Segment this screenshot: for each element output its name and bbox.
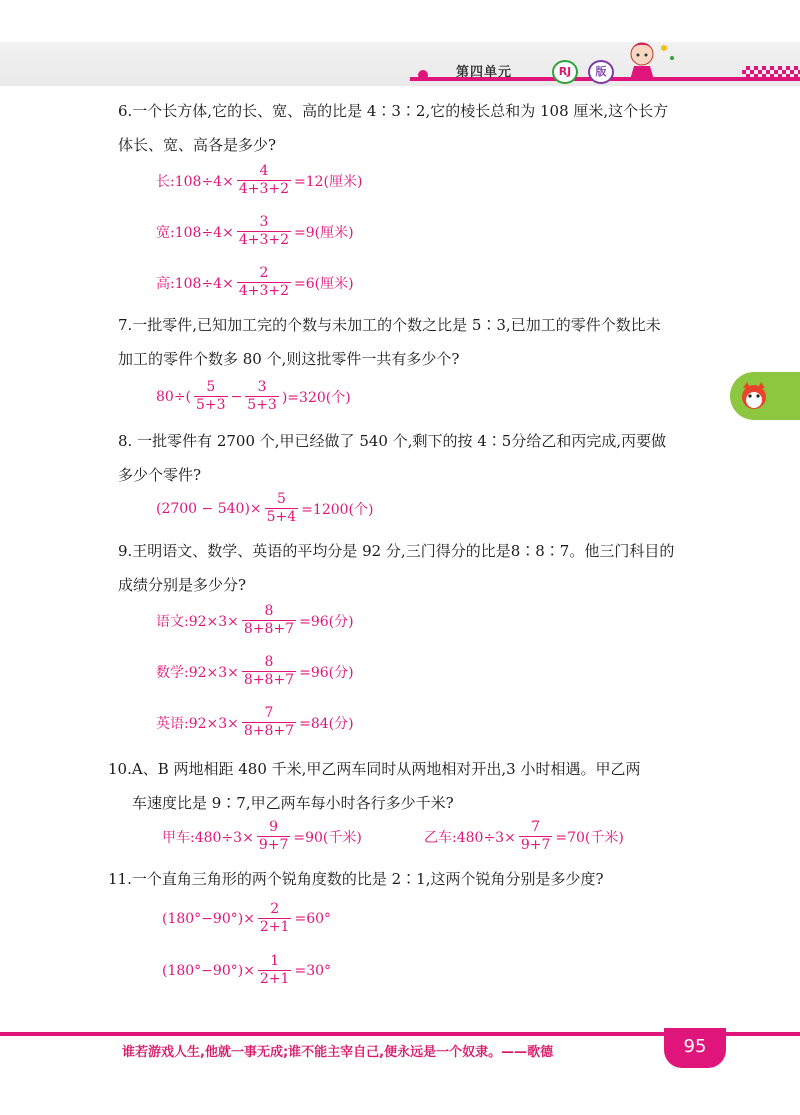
fraction bbox=[257, 820, 291, 854]
numerator: 8 bbox=[264, 654, 274, 670]
denominator: 2+1 bbox=[259, 919, 290, 936]
question-text: 成绩分别是多少分? bbox=[118, 576, 247, 594]
footer-quote: 谁若游戏人生,他就一事无成;谁不能主宰自己,便永远是一个奴隶。——歌德 bbox=[122, 1045, 554, 1060]
answer-text: 高:108÷4× bbox=[156, 275, 234, 292]
answer-text: =96(分) bbox=[299, 664, 354, 681]
answer-text: =30° bbox=[294, 962, 332, 979]
rj-badge: RJ bbox=[552, 60, 578, 84]
numerator: 7 bbox=[531, 819, 541, 835]
denominator: 5+3 bbox=[196, 397, 226, 414]
answer-text: 宽:108÷4× bbox=[156, 224, 234, 241]
question-text: 6.一个长方体,它的长、宽、高的比是 4∶3∶2,它的棱长总和为 108 厘米,这个长方 bbox=[118, 102, 669, 120]
fraction bbox=[258, 954, 292, 988]
answer-9-chinese bbox=[156, 604, 354, 638]
question-text: 加工的零件个数多 80 个,则这批零件一共有多少个? bbox=[118, 350, 460, 368]
fraction bbox=[237, 164, 291, 198]
question-6 bbox=[118, 94, 738, 162]
numerator: 3 bbox=[259, 214, 269, 230]
fraction bbox=[242, 706, 296, 740]
answer-7 bbox=[156, 380, 351, 414]
fraction bbox=[258, 902, 292, 936]
numerator: 8 bbox=[264, 603, 274, 619]
answer-6-height bbox=[156, 266, 354, 300]
answer-11-angle-2 bbox=[162, 954, 331, 988]
answer-text: )=320(个) bbox=[281, 389, 351, 406]
numerator: 2 bbox=[270, 901, 280, 917]
answer-9-english bbox=[156, 706, 354, 740]
numerator: 4 bbox=[259, 163, 269, 179]
side-tab bbox=[730, 372, 800, 420]
answer-11-angle-1 bbox=[162, 902, 331, 936]
denominator: 9+7 bbox=[520, 837, 551, 854]
answer-text: =60° bbox=[294, 910, 332, 927]
denominator: 2+1 bbox=[259, 971, 290, 988]
unit-title: 第四单元 bbox=[456, 65, 513, 80]
question-text: 7.一批零件,已知加工完的个数与未加工的个数之比是 5∶3,已加工的零件个数比未 bbox=[118, 316, 661, 334]
question-11 bbox=[108, 862, 728, 896]
numerator: 5 bbox=[206, 379, 216, 395]
denominator: 5+4 bbox=[266, 509, 297, 526]
answer-text: 语文:92×3× bbox=[156, 613, 239, 630]
answer-text: =9(厘米) bbox=[294, 224, 354, 241]
answer-text: 英语:92×3× bbox=[156, 715, 239, 732]
fraction bbox=[242, 655, 296, 689]
question-text: 10.A、B 两地相距 480 千米,甲乙两车同时从两地相对开出,3 小时相遇。甲乙两 bbox=[108, 760, 641, 778]
answer-text: − bbox=[230, 388, 243, 405]
question-text: 11.一个直角三角形的两个锐角度数的比是 2∶1,这两个锐角分别是多少度? bbox=[108, 870, 604, 888]
denominator: 4+3+2 bbox=[238, 283, 289, 300]
fraction bbox=[194, 380, 228, 414]
question-text: 多少个零件? bbox=[118, 466, 202, 484]
question-text: 8. 一批零件有 2700 个,甲已经做了 540 个,剩下的按 4∶5分给乙和丙完成,丙要做 bbox=[118, 432, 667, 450]
numerator: 2 bbox=[259, 265, 269, 281]
denominator: 4+3+2 bbox=[238, 181, 289, 198]
answer-text: (180°−90°)× bbox=[162, 910, 255, 927]
denominator: 9+7 bbox=[258, 837, 289, 854]
answer-text: =12(厘米) bbox=[294, 173, 363, 190]
answer-6-length bbox=[156, 164, 362, 198]
answer-text: (2700 − 540)× bbox=[156, 500, 262, 517]
fraction bbox=[265, 492, 299, 526]
question-text: 9.王明语文、数学、英语的平均分是 92 分,三门得分的比是8∶8∶7。他三门科目的 bbox=[118, 542, 675, 560]
answer-text: 长:108÷4× bbox=[156, 173, 234, 190]
header-checker-pattern bbox=[742, 66, 800, 78]
denominator: 8+8+7 bbox=[243, 672, 295, 689]
numerator: 5 bbox=[276, 491, 286, 507]
answer-text: =96(分) bbox=[299, 613, 354, 630]
answer-text: =84(分) bbox=[299, 715, 354, 732]
answer-10-car-a bbox=[162, 820, 362, 854]
fox-face-icon bbox=[738, 380, 770, 412]
answer-text: 乙车:480÷3× bbox=[424, 829, 516, 846]
fraction bbox=[237, 266, 291, 300]
answer-8 bbox=[156, 492, 373, 526]
fraction bbox=[237, 215, 291, 249]
answer-text: =90(千米) bbox=[293, 829, 362, 846]
answer-6-width bbox=[156, 215, 354, 249]
numerator: 3 bbox=[257, 379, 267, 395]
numerator: 9 bbox=[269, 819, 279, 835]
question-8 bbox=[118, 424, 738, 492]
question-9 bbox=[118, 534, 738, 602]
denominator: 4+3+2 bbox=[238, 232, 289, 249]
fraction bbox=[242, 604, 296, 638]
denominator: 8+8+7 bbox=[243, 723, 295, 740]
answer-text: 数学:92×3× bbox=[156, 664, 239, 681]
answer-text: 80÷( bbox=[156, 388, 192, 405]
page-number: 95 bbox=[683, 1036, 707, 1057]
answer-text: =6(厘米) bbox=[294, 275, 354, 292]
answer-text: =1200(个) bbox=[301, 501, 374, 518]
question-7 bbox=[118, 308, 738, 376]
fraction bbox=[519, 820, 553, 854]
numerator: 1 bbox=[270, 953, 280, 969]
answer-text: 甲车:480÷3× bbox=[162, 829, 254, 846]
answer-text: (180°−90°)× bbox=[162, 962, 255, 979]
answer-9-math bbox=[156, 655, 354, 689]
question-text: 车速度比是 9∶7,甲乙两车每小时各行多少千米? bbox=[132, 794, 454, 812]
numerator: 7 bbox=[264, 705, 274, 721]
answer-10-car-b bbox=[424, 820, 624, 854]
question-10 bbox=[108, 752, 728, 820]
denominator: 8+8+7 bbox=[243, 621, 295, 638]
fraction bbox=[245, 380, 279, 414]
question-text: 体长、宽、高各是多少? bbox=[118, 136, 277, 154]
answer-text: =70(千米) bbox=[555, 829, 624, 846]
girl-mascot-icon bbox=[620, 36, 680, 82]
edition-badge: 版 bbox=[588, 60, 614, 84]
page-number-tab bbox=[664, 1028, 726, 1068]
denominator: 5+3 bbox=[247, 397, 277, 414]
